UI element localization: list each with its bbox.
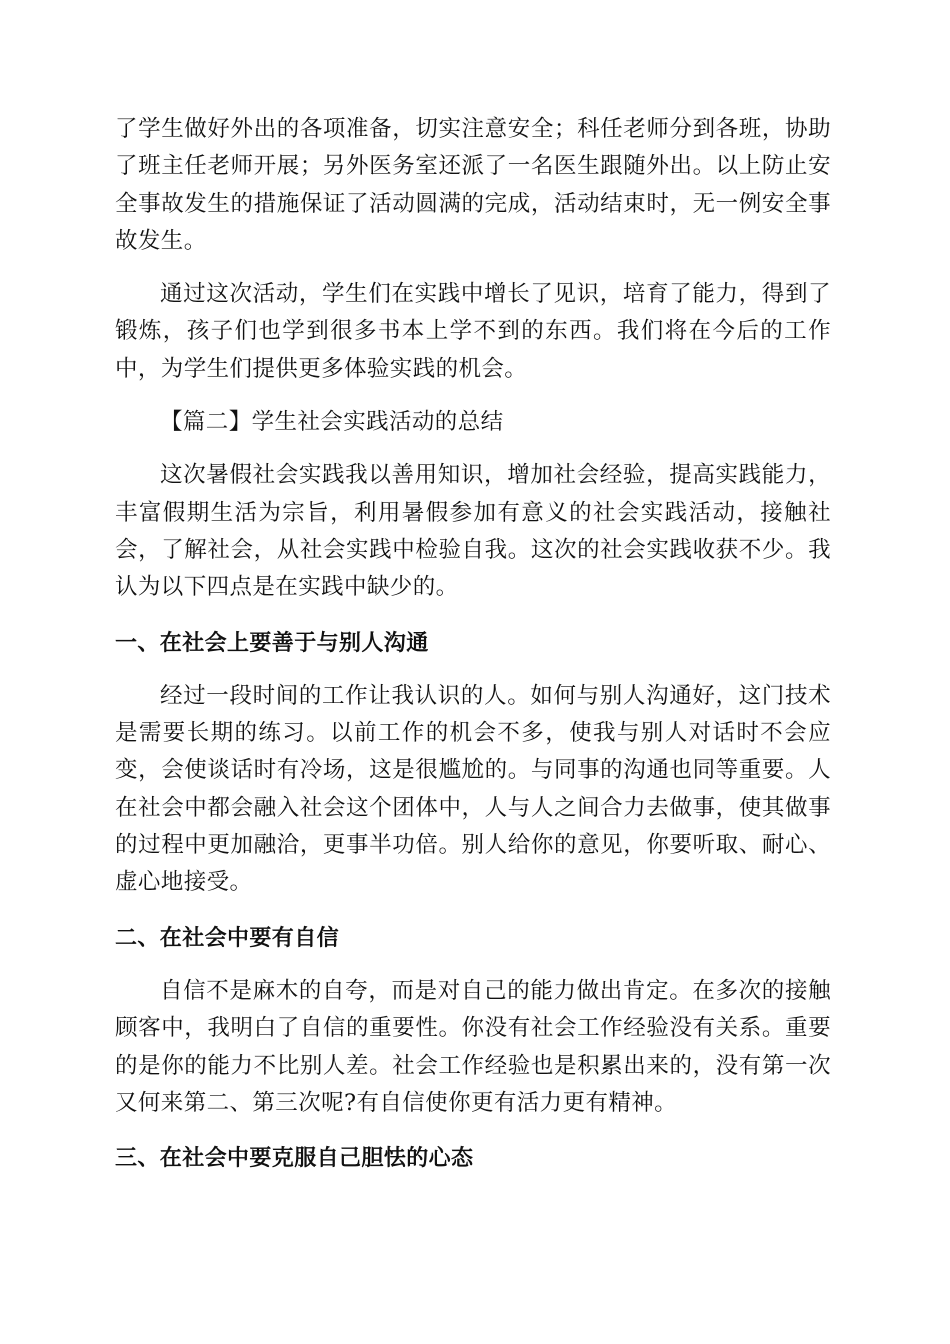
section-title-part-two: 【篇二】学生社会实践活动的总结: [160, 409, 504, 436]
heading-confidence: 二、在社会中要有自信: [115, 925, 340, 951]
paragraph-summer-practice-intro: 这次暑假社会实践我以善用知识，增加社会经验，提高实践能力，丰富假期生活为宗旨，利用暑假参加有意义的社会实践活动，接触社会，了解社会，从社会实践中检验自我。这次的社会实践收获不少。我认为以下四点是在实践中缺少的。: [115, 462, 831, 601]
paragraph-communication: 经过一段时间的工作让我认识的人。如何与别人沟通好，这门技术是需要长期的练习。以前工作的机会不多，使我与别人对话时不会应变，会使谈话时有冷场，这是很尴尬的。与同事的沟通也同等重要。人在社会中都会融入社会这个团体中，人与人之间合力去做事，使其做事的过程中更加融洽，更事半功倍。别人给你的意见，你要听取、耐心、虚心地接受。: [115, 682, 831, 896]
document-body: [115, 111, 831, 1177]
paragraph-activity-results: 通过这次活动，学生们在实践中增长了见识，培育了能力，得到了锻炼，孩子们也学到很多书本上学不到的东西。我们将在今后的工作中，为学生们提供更多体验实践的机会。: [115, 281, 831, 382]
paragraph-confidence: 自信不是麻木的自夸，而是对自己的能力做出肯定。在多次的接触顾客中，我明白了自信的重要性。你没有社会工作经验没有关系。重要的是你的能力不比别人差。社会工作经验也是积累出来的，没有第一次又何来第二、第三次呢?有自信使你更有活力更有精神。: [115, 977, 831, 1116]
paragraph-safety-measures: 了学生做好外出的各项准备，切实注意安全；科任老师分到各班，协助了班主任老师开展；另外医务室还派了一名医生跟随外出。以上防止安全事故发生的措施保证了活动圆满的完成，活动结束时，无一例安全事故发生。: [115, 116, 831, 254]
heading-overcome-timidity: 三、在社会中要克服自己胆怯的心态: [115, 1146, 474, 1172]
heading-communication: 一、在社会上要善于与别人沟通: [115, 630, 429, 656]
